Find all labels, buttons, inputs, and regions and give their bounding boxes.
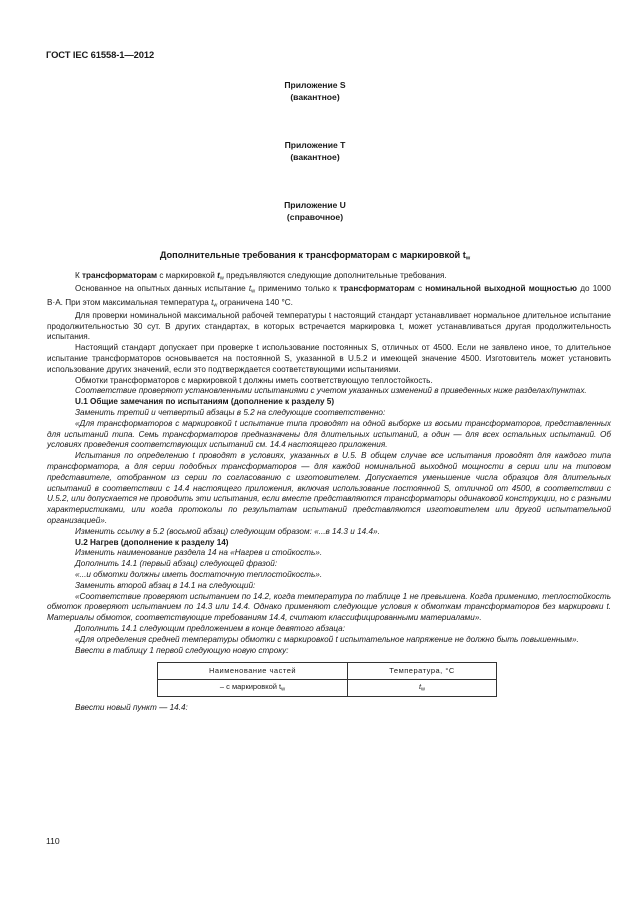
annex-u-sub: (справочное) <box>286 211 344 222</box>
paragraph: Дополнить 14.1 (первый абзац) следующей фразой: <box>75 559 278 569</box>
paragraph: Заменить второй абзац в 14.1 на следующий: <box>75 580 256 590</box>
text: предъявляются следующие дополнительные требования. <box>223 271 447 280</box>
annex-t-title: Приложение T <box>284 140 346 150</box>
text-bold: трансформаторам <box>82 271 158 280</box>
u2-heading: U.2 Нагрев (дополнение к разделу 14) <box>75 537 229 547</box>
text: с маркировкой <box>157 271 218 280</box>
paragraph: Обмотки трансформаторов с маркировкой t должны иметь соответствующую теплостойкость. <box>75 375 433 385</box>
subscript: w <box>281 686 286 693</box>
annex-u <box>0 200 630 223</box>
subscript: w <box>219 275 224 282</box>
annex-s <box>0 80 630 103</box>
text: с <box>414 284 426 294</box>
u1-heading: U.1 Общие замечания по испытаниям (дополнение к разделу 5) <box>75 397 335 407</box>
paragraph: Изменить наименование раздела 14 на «Нагрев и стойкость». <box>75 548 323 558</box>
standard-header: ГОСТ IEC 61558-1—2012 <box>46 49 155 60</box>
section-title <box>0 250 630 264</box>
table-cell <box>158 680 348 697</box>
annex-s-sub: (вакантное) <box>290 91 340 102</box>
paragraph: Основанное на опытных данных испытание $t_w$ применимо только к трансформаторам с номинальной выходной мощностью до 1000 В·А. При этом максимальная температура $t_w$ ограничена 140 °С. <box>47 284 611 309</box>
paragraph: Дополнить 14.1 следующим предложением в конце девятого абзаца: <box>75 624 345 633</box>
cell-text: t <box>418 681 422 691</box>
paragraph: Испытания по определению t проводят в условиях, указанных в U.5. В общем случае все испытания проводят для каждого типа трансформатора, а для серии подобных трансформаторов — для каждой номинальной выходной мощности в серии или на типовом представителе, отобранном из серии по согласованию с изготовителем. Допускается уменьшение числа образцов для длительных испытаний в соответствии с 14.4 настоящего приложения, включая использование постоянной S, отличной от 4500, в соответствии с U.5.2, или допускается не проводить эти испытания, если вместе представляются трансформаторы одинаковой конструкции, но с разными характеристиками, или когда протоколы по результатам испытаний представляются изготовителем или другой испытательной организацией». <box>47 451 611 526</box>
annex-t <box>0 140 630 163</box>
temperature-table <box>157 662 497 697</box>
subscript: w <box>421 686 426 693</box>
text-bold: номинальной выходной мощностью <box>425 284 578 294</box>
paragraph: «Для определения средней температуры обмотки с маркировкой t испытательное напряжение не должно быть повышенным». <box>75 634 579 644</box>
text-bold: трансформаторам <box>339 284 415 294</box>
paragraph: Ввести в таблицу 1 первой следующую новую строку: <box>75 645 289 655</box>
text: применимо только к <box>255 284 340 294</box>
annex-s-title: Приложение S <box>284 80 346 90</box>
paragraph: Для проверки номинальной максимальной рабочей температуры t настоящий стандарт устанавливает нормальное длительное испытание продолжительностью 30 сут. В других стандартах, в которых встречается маркировка t, может устанавливаться другая продолжительность испытания. <box>47 310 611 342</box>
paragraph: Изменить ссылку в 5.2 (восьмой абзац) следующим образом: «...в 14.3 и 14.4». <box>75 526 380 536</box>
paragraph: Соответствие проверяют установленными испытаниями с учетом указанных изменений в приведенных ниже разделах/пунктах. <box>75 386 587 396</box>
paragraph: Ввести новый пункт — 14.4: <box>75 703 188 713</box>
annex-t-sub: (вакантное) <box>290 151 340 162</box>
text: до 1000 В·А. При этом максимальная температура <box>47 284 611 307</box>
page-number: 110 <box>46 836 60 846</box>
table-header: Температура, °С <box>348 663 497 680</box>
subscript: w <box>251 288 256 295</box>
paragraph: Заменить третий и четвертый абзацы в 5.2 на следующие соответственно: <box>75 408 386 418</box>
table-header: Наименование частей <box>158 663 348 680</box>
text: Основанное на опытных данных испытание <box>75 284 249 294</box>
cell-text: – с маркировкой t <box>219 681 282 691</box>
paragraph: Настоящий стандарт допускает при проверке t использование постоянных S, отличных от 4500. Если не заявлено иное, то длительное испытание трансформаторов основывается на постоянной S, указанной в U.5.2 и имеющей значение 4500. Изготовитель может установить использование других значений, если это подтверждается соответствующими испытаниями. <box>47 343 611 374</box>
paragraph: К трансформаторам с маркировкой $t_w$ предъявляются следующие дополнительные требования. <box>75 271 447 282</box>
body-text <box>47 271 611 714</box>
table-cell <box>348 680 497 697</box>
subscript: w <box>213 302 218 309</box>
text: ограничена 140 °С. <box>217 297 293 307</box>
text: К <box>75 271 83 280</box>
paragraph: «...и обмотки должны иметь достаточную теплостойкость». <box>75 570 323 580</box>
subscript: w <box>465 255 471 262</box>
paragraph: «Соответствие проверяют испытанием по 14.2, когда температура по таблице 1 не превышена. Когда применимо, теплостойкость обмоток проверяют испытанием по 14.3 или 14.4. Однако применяют следующие условия к обмоткам трансформаторов без маркировки t. Материалы обмоток, соответствующие требованиям 14.4, считают классифицированными материалами». <box>47 591 611 623</box>
section-title-text: Дополнительные требования к трансформаторам с маркировкой t <box>159 250 466 260</box>
paragraph: «Для трансформаторов с маркировкой t испытание типа проводят на одной выборке из восьми трансформаторов, представленных для испытаний типа. Семь трансформаторов предназначены для длительных испытаний, а один — для всех остальных испытаний. Об условиях проведения соответствующих испытаний см. 14.4 настоящего приложения. <box>47 418 611 450</box>
annex-u-title: Приложение U <box>284 200 346 210</box>
